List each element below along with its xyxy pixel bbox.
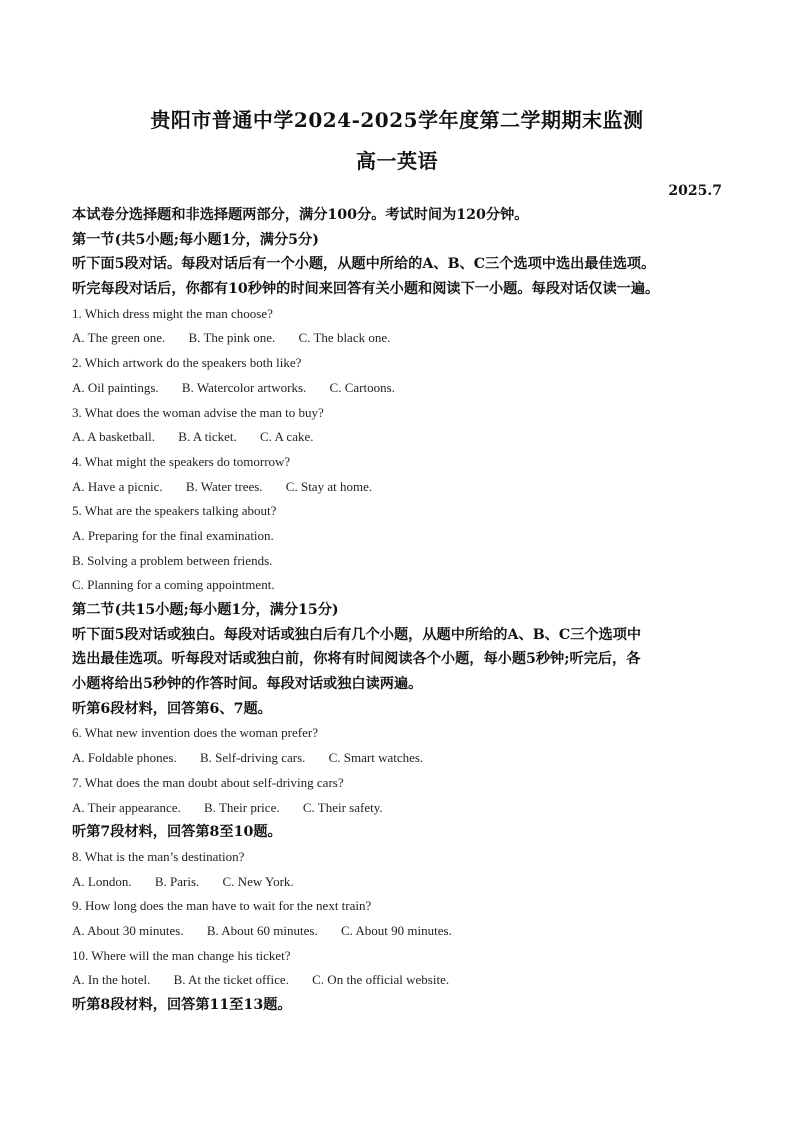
option-b: B. At the ticket office. (173, 972, 289, 988)
option-c: C. Smart watches. (328, 750, 424, 766)
option-c: C. Cartoons. (329, 379, 395, 395)
intro-text: 本试卷分选择题和非选择题两部分，满分100分。考试时间为120分钟。 (72, 207, 529, 223)
option-b: B. Water trees. (185, 478, 263, 494)
option-a: A. Foldable phones. (72, 750, 177, 766)
option-b: B. The pink one. (188, 330, 276, 346)
question-4: 4. What might the speakers do tomorrow? (72, 453, 291, 469)
section1-instruction: 听完每段对话后，你都有10秒钟的时间来回答有关小题和阅读下一小题。每段对话仅读一遍。 (72, 281, 660, 298)
options-6 (72, 746, 722, 771)
question-2: 2. Which artwork do the speakers both like? (72, 355, 302, 371)
options-7 (72, 796, 722, 821)
section2-heading: 第二节(共15小题;每小题1分，满分15分) (72, 602, 339, 618)
exam-subject: 高一英语 (356, 149, 438, 173)
option-c: C. New York. (222, 873, 294, 889)
section1-instruction: 听下面5段对话。每段对话后有一个小题，从题中所给的A、B、C三个选项中选出最佳选项。 (72, 256, 656, 273)
option-c: C. On the official website. (312, 972, 450, 988)
option-a: A. A basketball. (72, 429, 156, 445)
section2-instruction: 小题将给出5秒钟的作答时间。每段对话或独白读两遍。 (72, 676, 423, 693)
option-c: C. About 90 minutes. (340, 922, 452, 938)
option-a: A. In the hotel. (72, 972, 151, 988)
question-3: 3. What does the woman advise the man to buy? (72, 404, 324, 420)
option-b: B. About 60 minutes. (206, 922, 318, 938)
section1-heading: 第一节(共5小题;每小题1分，满分5分) (72, 231, 319, 248)
options-8 (72, 870, 722, 895)
option-a: A. Oil paintings. (72, 379, 159, 395)
option-b: B. Watercolor artworks. (181, 379, 307, 395)
option-a: A. Their appearance. (72, 799, 181, 815)
options-3 (72, 425, 722, 450)
option-c: C. Their safety. (302, 799, 383, 815)
question-1: 1. Which dress might the man choose? (72, 305, 273, 321)
option-c: C. The black one. (298, 330, 391, 346)
option-a: A. About 30 minutes. (72, 922, 184, 938)
option-b: B. Their price. (204, 799, 280, 815)
option-b: B. Paris. (154, 873, 200, 889)
material-8-heading: 听第8段材料，回答第11至13题。 (72, 997, 292, 1013)
exam-body (72, 203, 722, 1018)
exam-date: 2025.7 (668, 183, 722, 199)
option-a: A. Preparing for the final examination. (72, 527, 274, 543)
question-8: 8. What is the man’s destination? (72, 848, 245, 864)
options-9 (72, 919, 722, 944)
options-2 (72, 376, 722, 401)
section2-instruction: 选出最佳选项。听每段对话或独白前，你将有时间阅读各个小题，每小题5秒钟;听完后，各 (72, 651, 641, 668)
options-1 (72, 326, 722, 351)
question-7: 7. What does the man doubt about self-driving cars? (72, 774, 344, 790)
question-5: 5. What are the speakers talking about? (72, 503, 277, 519)
option-c: C. Stay at home. (285, 478, 373, 494)
option-a: A. London. (72, 873, 132, 889)
option-c: C. Planning for a coming appointment. (72, 577, 275, 593)
material-7-heading: 听第7段材料，回答第8至10题。 (72, 824, 282, 841)
option-c: C. A cake. (260, 429, 314, 445)
option-b: B. Self-driving cars. (199, 750, 306, 766)
material-6-heading: 听第6段材料，回答第6、7题。 (72, 700, 272, 717)
section2-instruction: 听下面5段对话或独白。每段对话或独白后有几个小题，从题中所给的A、B、C三个选项中 (72, 626, 642, 643)
option-a: A. The green one. (72, 330, 166, 346)
option-a: A. Have a picnic. (72, 478, 163, 494)
question-10: 10. Where will the man change his ticket? (72, 947, 291, 963)
options-4 (72, 475, 722, 500)
exam-title: 贵阳市普通中学2024-2025学年度第二学期期末监测 (150, 108, 644, 132)
options-10 (72, 968, 722, 993)
option-b: B. Solving a problem between friends. (72, 552, 273, 568)
question-9: 9. How long does the man have to wait for the next train? (72, 898, 372, 914)
question-6: 6. What new invention does the woman prefer? (72, 725, 318, 741)
option-b: B. A ticket. (178, 429, 237, 445)
